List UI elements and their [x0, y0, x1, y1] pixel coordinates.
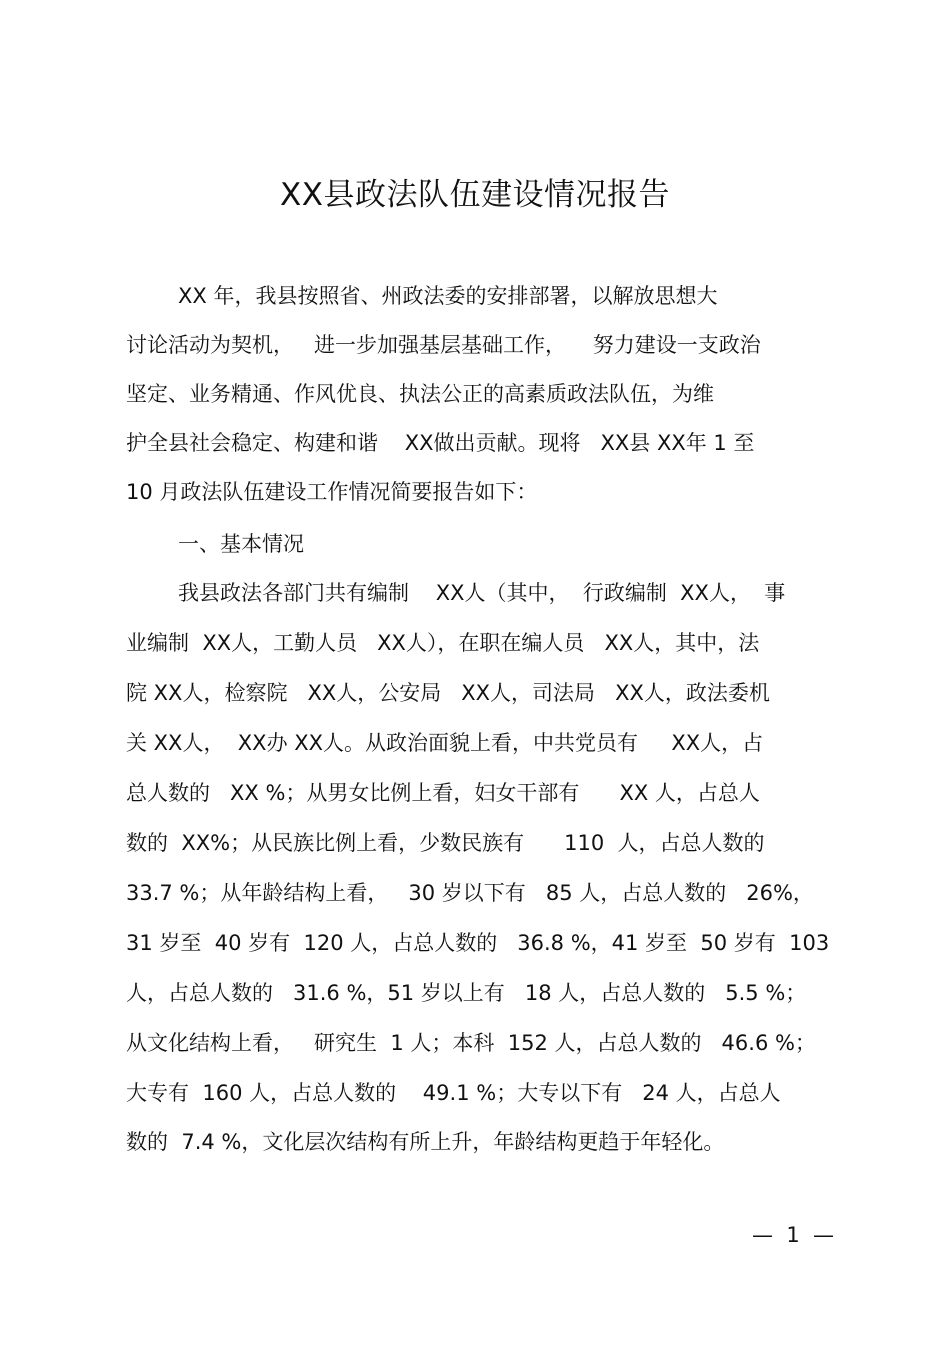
body-line-9: 人，占总人数的 31.6 %，51 岁以上有 18 人，占总人数的 5.5 %；	[126, 981, 807, 1005]
body-line-7: 33.7 %；从年龄结构上看， 30 岁以下有 85 人，占总人数的 26%，	[126, 881, 814, 905]
body-line-3: 院 XX人，检察院 XX人，公安局 XX人，司法局 XX人，政法委机	[126, 681, 770, 705]
body-line-4: 关 XX人， XX办 XX人。从政治面貌上看，中共党员有 XX人，占	[126, 731, 764, 755]
body-line-11: 大专有 160 人，占总人数的 49.1 %；大专以下有 24 人，占总人	[126, 1081, 781, 1105]
body-line-8: 31 岁至 40 岁有 120 人，占总人数的 36.8 %，41 岁至 50 岁有 103	[126, 931, 830, 955]
body-line-1: 我县政法各部门共有编制 XX人（其中， 行政编制 XX人， 事	[178, 581, 786, 605]
intro-line-3: 坚定、业务精通、作风优良、执法公正的高素质政法队伍，为维	[126, 382, 714, 406]
body-line-12: 数的 7.4 %，文化层次结构有所上升，年龄结构更趋于年轻化。	[126, 1130, 725, 1154]
intro-line-4: 护全县社会稳定、构建和谐 XX做出贡献。现将 XX县 XX年 1 至	[126, 431, 755, 455]
body-line-2: 业编制 XX人，工勤人员 XX人），在职在编人员 XX人，其中，法	[126, 631, 760, 655]
body-line-6: 数的 XX%；从民族比例上看，少数民族有 110 人，占总人数的	[126, 831, 765, 855]
intro-line-1: XX 年，我县按照省、州政法委的安排部署，以解放思想大	[178, 284, 718, 308]
body-line-10: 从文化结构上看， 研究生 1 人；本科 152 人，占总人数的 46.6 %；	[126, 1031, 816, 1055]
document-title: XX县政法队伍建设情况报告	[280, 177, 670, 213]
intro-line-2: 讨论活动为契机， 进一步加强基层基础工作， 努力建设一支政治	[126, 333, 761, 357]
intro-line-5: 10 月政法队伍建设工作情况简要报告如下：	[126, 480, 538, 504]
page-number: — 1 —	[752, 1223, 835, 1247]
body-line-5: 总人数的 XX %；从男女比例上看，妇女干部有 XX 人，占总人	[126, 781, 760, 805]
section-heading: 一、基本情况	[178, 532, 304, 556]
